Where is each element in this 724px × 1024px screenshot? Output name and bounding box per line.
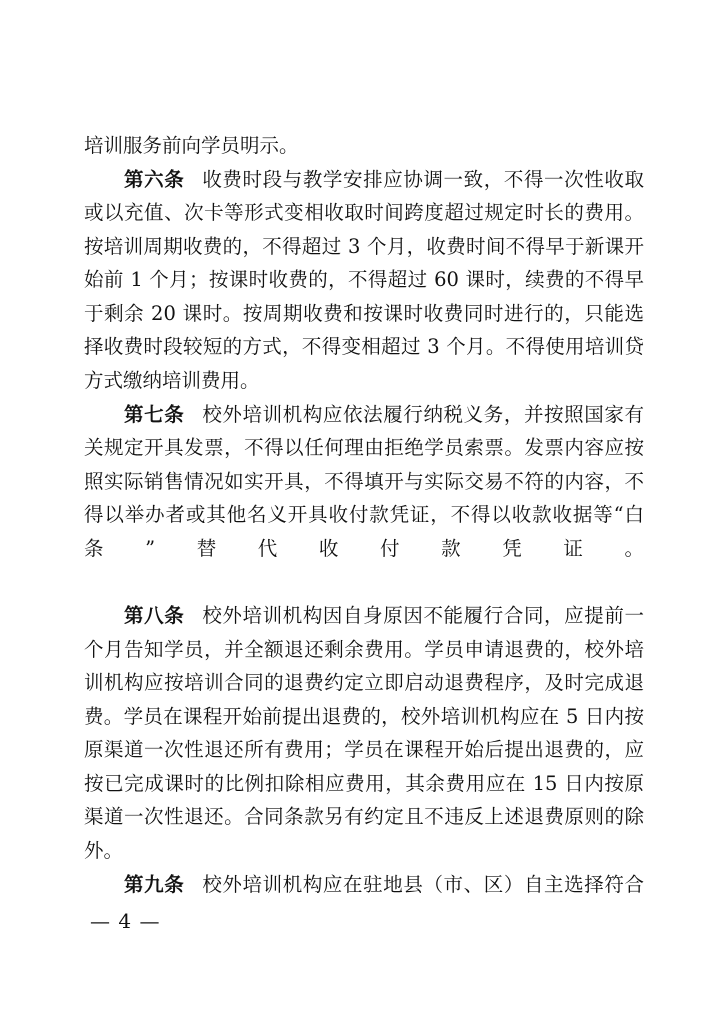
article-6-first-line: 第六条 收费时段与教学安排应协调一致，不得一次性收取 <box>124 167 644 191</box>
paragraph-line: 方式缴纳培训费用。 <box>84 369 260 392</box>
paragraph-line <box>84 569 644 595</box>
article-8-heading: 第八条 <box>124 604 185 627</box>
paragraph-line: 个月告知学员，并全额退还剩余费用。学员申请退费的，校外培 <box>84 637 644 661</box>
article-6-heading: 第六条 <box>124 167 185 191</box>
paragraph-line: 原渠道一次性退还所有费用；学员在课程开始后提出退费的，应 <box>84 738 644 762</box>
article-7-heading: 第七条 <box>124 402 185 426</box>
paragraph-line: 渠道一次性退还。合同条款另有约定且不违反上述退费原则的除 <box>84 805 644 829</box>
paragraph-line: 始前 1 个月；按课时收费的，不得超过 60 课时，续费的不得早 <box>84 268 644 292</box>
paragraph-line: 训机构应按培训合同的退费约定立即启动退费程序，及时完成退 <box>84 671 644 695</box>
page-number: — 4 — <box>90 909 161 933</box>
article-8-first-line: 第八条 校外培训机构因自身原因不能履行合同，应提前一 <box>124 604 644 627</box>
paragraph-line: 培训服务前向学员明示。 <box>84 134 299 157</box>
paragraph-line: 费。学员在课程开始前提出退费的，校外培训机构应在 5 日内按 <box>84 704 644 728</box>
paragraph-line: 得以举办者或其他名义开具收付款凭证，不得以收款收据等“白 <box>84 503 644 527</box>
paragraph-line: 外。 <box>84 839 124 862</box>
paragraph-line: 关规定开具发票，不得以任何理由拒绝学员索票。发票内容应按 <box>84 436 644 460</box>
paragraph-line: 于剩余 20 课时。按周期收费和按课时收费同时进行的，只能选 <box>84 301 644 325</box>
article-9-first-line: 第九条 校外培训机构应在驻地县（市、区）自主选择符合 <box>124 873 644 896</box>
article-7-first-line: 第七条 校外培训机构应依法履行纳税义务，并按照国家有 <box>124 402 644 426</box>
paragraph-line: 或以充值、次卡等形式变相收取时间跨度超过规定时长的费用。 <box>84 201 644 225</box>
paragraph-line: 条”替代收付款凭证。 <box>84 536 644 560</box>
article-9-heading: 第九条 <box>124 873 185 896</box>
paragraph-line: 按已完成课时的比例扣除相应费用，其余费用应在 15 日内按原 <box>84 771 644 795</box>
paragraph-line: 按培训周期收费的，不得超过 3 个月，收费时间不得早于新课开 <box>84 234 644 258</box>
paragraph-line: 择收费时段较短的方式，不得变相超过 3 个月。不得使用培训贷 <box>84 335 644 359</box>
paragraph-line: 照实际销售情况如实开具，不得填开与实际交易不符的内容，不 <box>84 469 644 493</box>
